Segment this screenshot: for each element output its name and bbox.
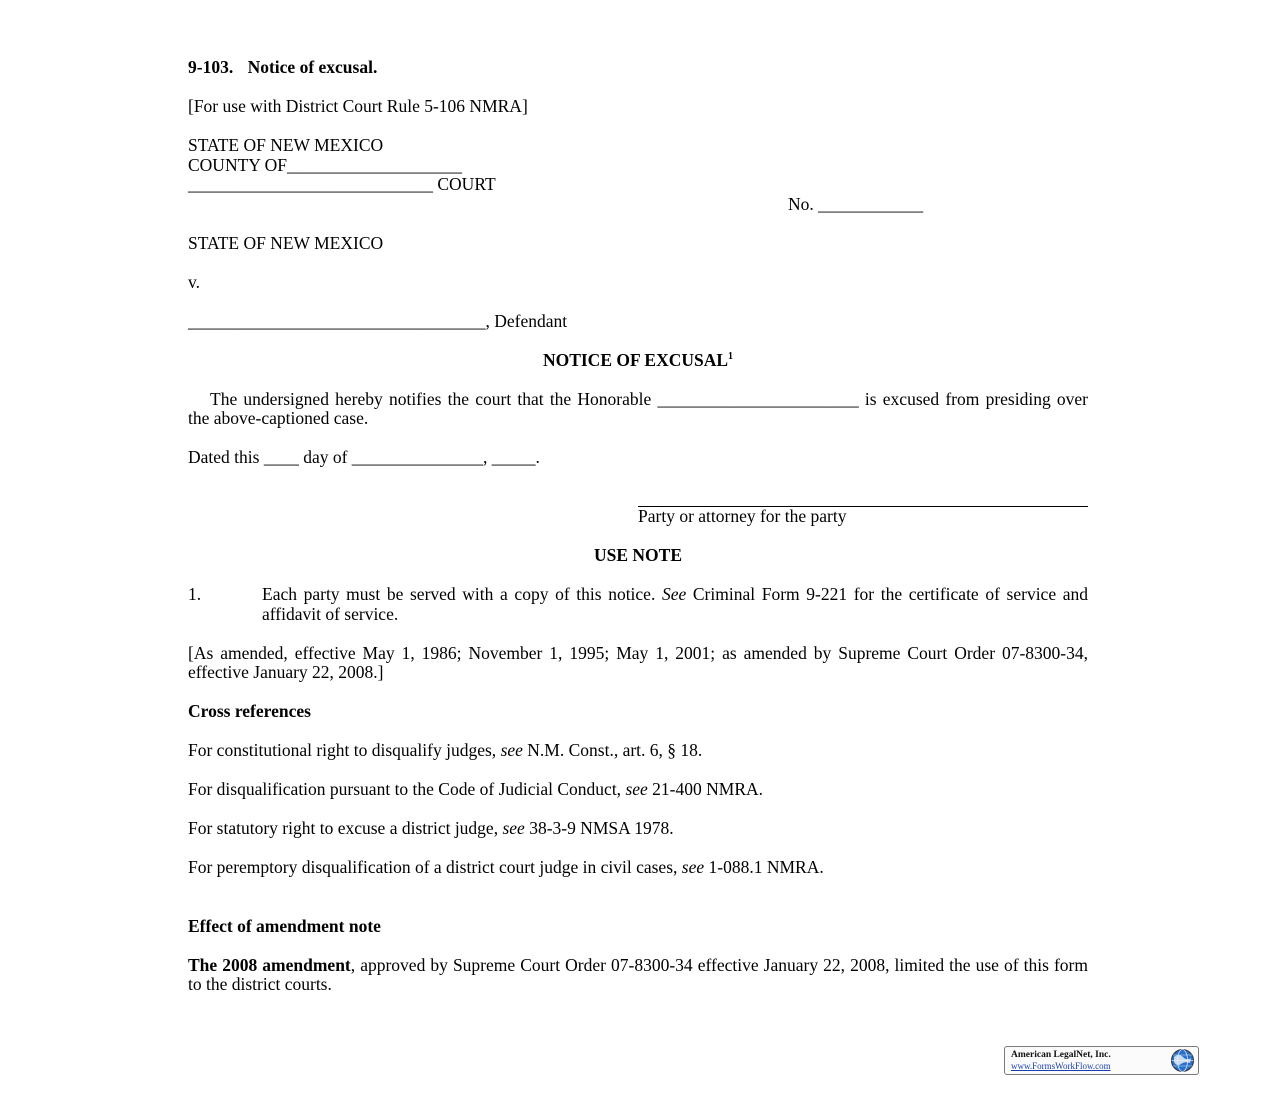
section-number: 9-103.	[188, 57, 234, 77]
cross-reference-before: For constitutional right to disqualify judges,	[188, 740, 501, 760]
case-number: No. ____________	[788, 193, 924, 214]
amendment-note-text: , approved by Supreme Court Order 07-8300-34 effective January 22, 2008, limited the use of this form to the district courts.	[188, 954, 1088, 994]
logo-url-link[interactable]: www.FormsWorkFlow.com	[1011, 1061, 1111, 1071]
notice-title-text: NOTICE OF EXCUSAL	[542, 349, 729, 370]
see-word: See	[661, 584, 687, 604]
footer-logo[interactable]	[1004, 1046, 1199, 1075]
cross-references-heading: Cross references	[188, 701, 311, 721]
logo-company-name: American LegalNet, Inc.	[1011, 1050, 1111, 1060]
see-word: see	[500, 740, 523, 760]
signature-block	[638, 487, 1088, 527]
see-word: see	[681, 857, 705, 877]
defendant-line: __________________________________, Defendant	[188, 310, 568, 331]
amendment-note-heading: Effect of amendment note	[188, 915, 381, 936]
versus: v.	[188, 271, 200, 292]
footnote-mark: 1	[728, 350, 734, 362]
amendment-history: [As amended, effective May 1, 1986; November 1, 1995; May 1, 2001; as amended by Supreme Court Order 07-8300-34, effective January 22, 2008.]	[188, 642, 1088, 682]
globe-icon	[1170, 1048, 1195, 1073]
cross-reference-after: 1-088.1 NMRA.	[704, 857, 824, 877]
cross-reference-item	[188, 858, 1088, 878]
document-page	[188, 58, 1088, 1014]
use-note-item	[188, 585, 1088, 624]
cross-reference-after: N.M. Const., art. 6, § 18.	[522, 740, 703, 760]
cross-reference-after: 21-400 NMRA.	[647, 779, 764, 799]
signature-label: Party or attorney for the party	[638, 506, 847, 526]
use-note-text	[262, 585, 1088, 624]
use-note-heading: USE NOTE	[593, 545, 682, 565]
use-note-text-after: Criminal Form 9-221 for the certificate of service and affidavit of service.	[262, 584, 1088, 624]
plaintiff-name: STATE OF NEW MEXICO	[188, 232, 384, 253]
cross-reference-before: For disqualification pursuant to the Code of Judicial Conduct,	[188, 779, 626, 799]
see-word: see	[625, 779, 648, 799]
section-title: Notice of excusal.	[247, 57, 378, 77]
cross-reference-item	[188, 741, 1088, 761]
amendment-note-body	[188, 956, 1088, 995]
notice-title	[188, 351, 1088, 371]
caption-county: COUNTY OF____________________	[188, 154, 463, 175]
rule-reference: [For use with District Court Rule 5-106 NMRA]	[188, 96, 528, 116]
cross-reference-item	[188, 780, 1088, 800]
signature-line	[638, 487, 1088, 507]
cross-reference-item	[188, 819, 1088, 839]
cross-reference-before: For peremptory disqualification of a district court judge in civil cases,	[188, 857, 682, 877]
use-note-text-before: Each party must be served with a copy of this notice.	[262, 584, 662, 604]
cross-reference-before: For statutory right to excuse a district judge,	[188, 818, 503, 838]
amendment-note-lead: The 2008 amendment	[188, 954, 351, 975]
cross-reference-after: 38-3-9 NMSA 1978.	[524, 818, 674, 838]
use-note-number: 1.	[188, 584, 202, 604]
notice-body: The undersigned hereby notifies the court that the Honorable _______________________ is excused from presiding over the above-captioned case.	[188, 388, 1088, 428]
section-heading	[188, 58, 1088, 78]
see-word: see	[502, 818, 525, 838]
caption-state: STATE OF NEW MEXICO	[188, 135, 384, 155]
dated-line: Dated this ____ day of _______________, _____.	[188, 447, 540, 467]
caption-court: ____________________________ COURT	[188, 174, 496, 194]
